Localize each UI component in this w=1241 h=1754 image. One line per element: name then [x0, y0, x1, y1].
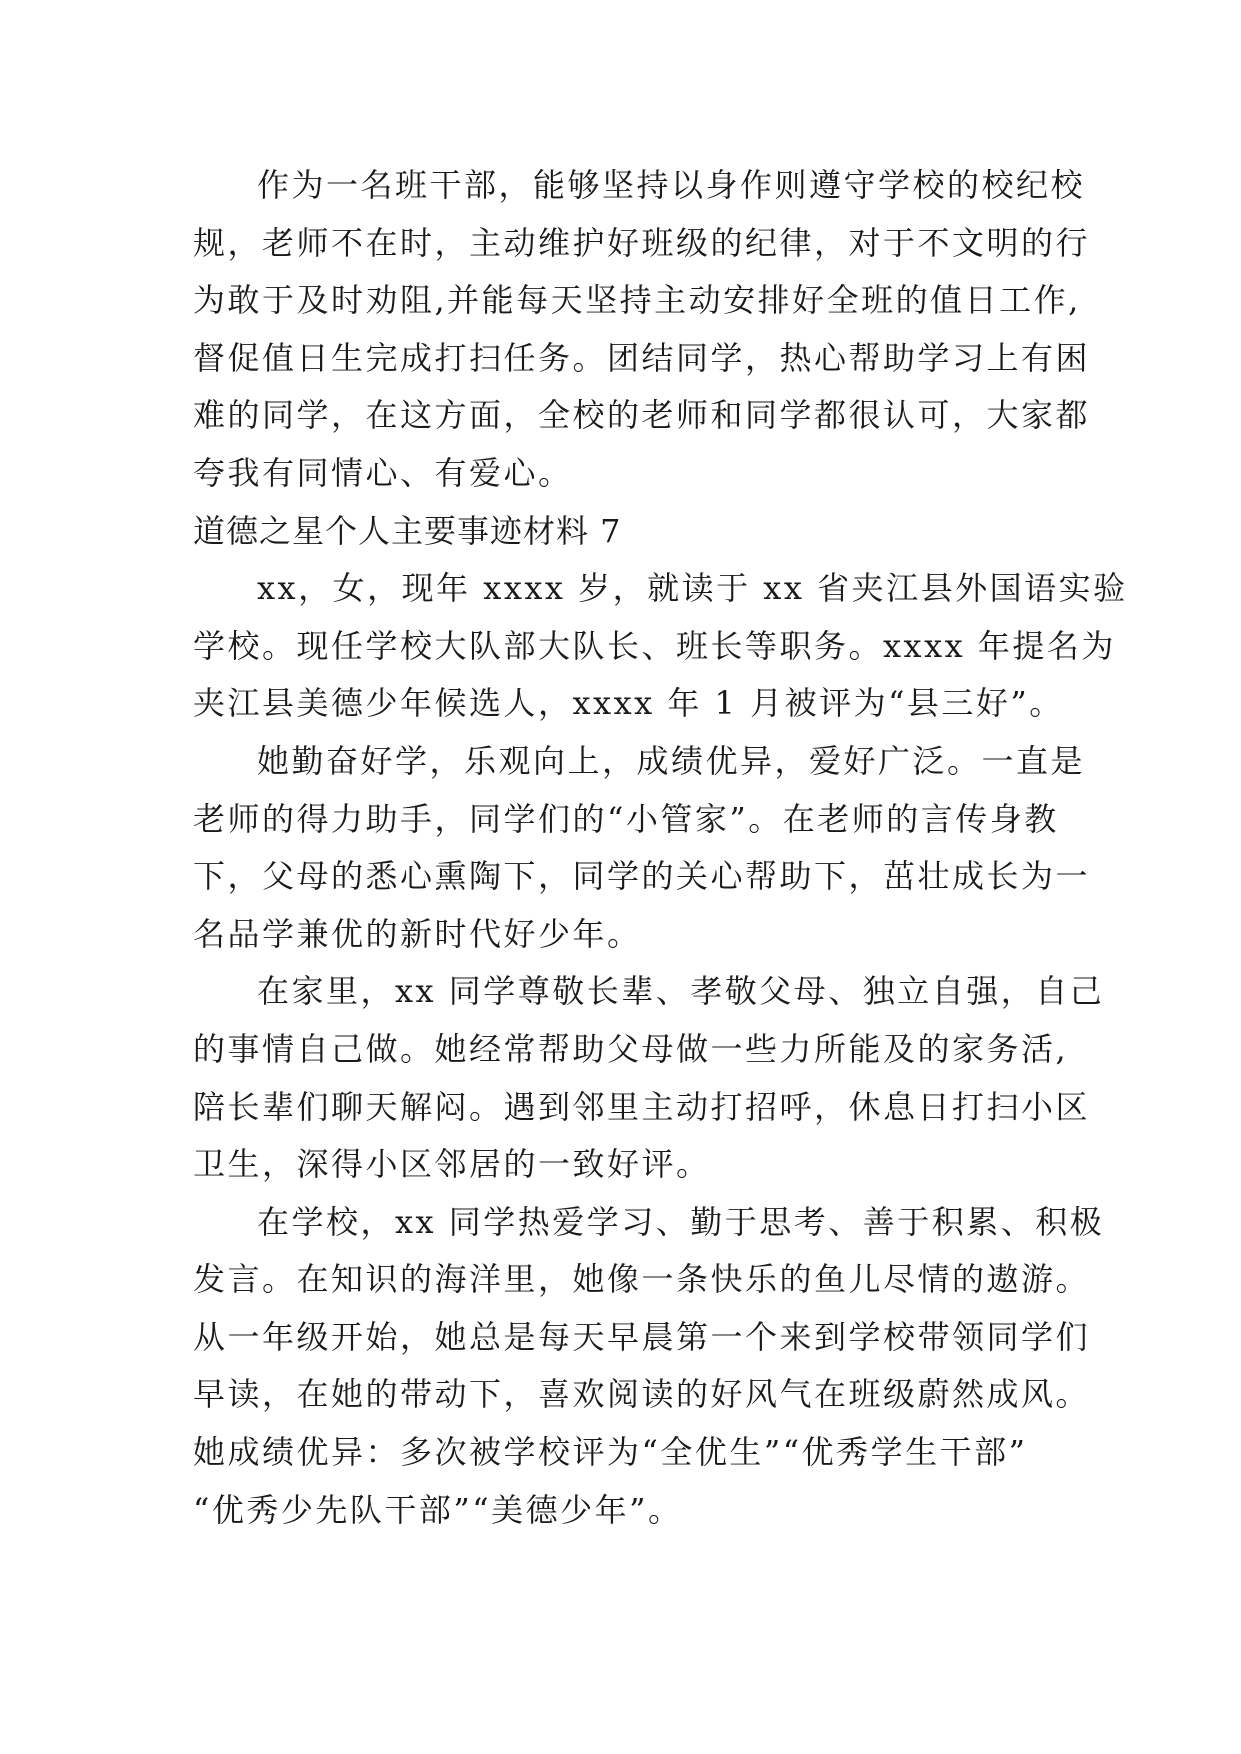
- text-line: 她勤奋好学，乐观向上，成绩优异，爱好广泛。一直是: [257, 741, 1086, 780]
- text-line: 在家里，xx 同学尊敬长辈、孝敬父母、独立自强，自己: [257, 972, 1105, 1011]
- text-line: 夸我有同情心、有爱心。: [193, 453, 573, 492]
- text-line: 学校。现任学校大队部大队长、班长等职务。xxxx 年提名为: [193, 626, 1116, 665]
- text-line: 的事情自己做。她经常帮助父母做一些力所能及的家务活,: [193, 1029, 1069, 1068]
- text-line: 早读，在她的带动下，喜欢阅读的好风气在班级蔚然成风。: [193, 1375, 1091, 1414]
- text-line: 老师的得力助手，同学们的“小管家”。在老师的言传身教: [193, 799, 1059, 838]
- text-line: 督促值日生完成打扫任务。团结同学，热心帮助学习上有困: [193, 338, 1091, 377]
- text-line: 难的同学，在这方面，全校的老师和同学都很认可，大家都: [193, 396, 1091, 435]
- text-line: 卫生，深得小区邻居的一致好评。: [193, 1145, 711, 1184]
- text-line: 下，父母的悉心熏陶下，同学的关心帮助下，茁壮成长为一: [193, 857, 1091, 896]
- text-line: “优秀少先队干部”“美德少年”。: [193, 1490, 683, 1529]
- paragraph-intro: [193, 157, 1091, 503]
- text-line: 发言。在知识的海洋里，她像一条快乐的鱼儿尽情的遨游。: [193, 1260, 1091, 1299]
- text-line: 夹江县美德少年候选人，xxxx 年 1 月被评为“县三好”。: [193, 684, 1064, 723]
- text-line: 规，老师不在时，主动维护好班级的纪律，对于不文明的行: [193, 223, 1091, 262]
- paragraph-at-school: [193, 1194, 1105, 1540]
- text-line: 名品学兼优的新时代好少年。: [193, 914, 642, 953]
- text-line: 为敢于及时劝阻,并能每天坚持主动安排好全班的值日工作,: [193, 281, 1081, 320]
- paragraph-character: [193, 733, 1091, 963]
- document-body: [193, 157, 1128, 1539]
- section-heading: 道德之星个人主要事迹材料 7: [193, 511, 622, 550]
- text-line: 陪长辈们聊天解闷。遇到邻里主动打招呼，休息日打扫小区: [193, 1087, 1091, 1126]
- text-line: xx，女，现年 xxxx 岁，就读于 xx 省夹江县外国语实验: [257, 569, 1128, 608]
- text-line: 作为一名班干部，能够坚持以身作则遵守学校的校纪校: [257, 166, 1086, 204]
- text-line: 她成绩优异：多次被学校评为“全优生”“优秀学生干部”: [193, 1433, 1028, 1472]
- paragraph-profile: [193, 560, 1128, 733]
- text-line: 从一年级开始，她总是每天早晨第一个来到学校带领同学们: [193, 1317, 1091, 1356]
- paragraph-at-home: [193, 963, 1105, 1193]
- text-line: 在学校，xx 同学热爱学习、勤于思考、善于积累、积极: [257, 1202, 1105, 1241]
